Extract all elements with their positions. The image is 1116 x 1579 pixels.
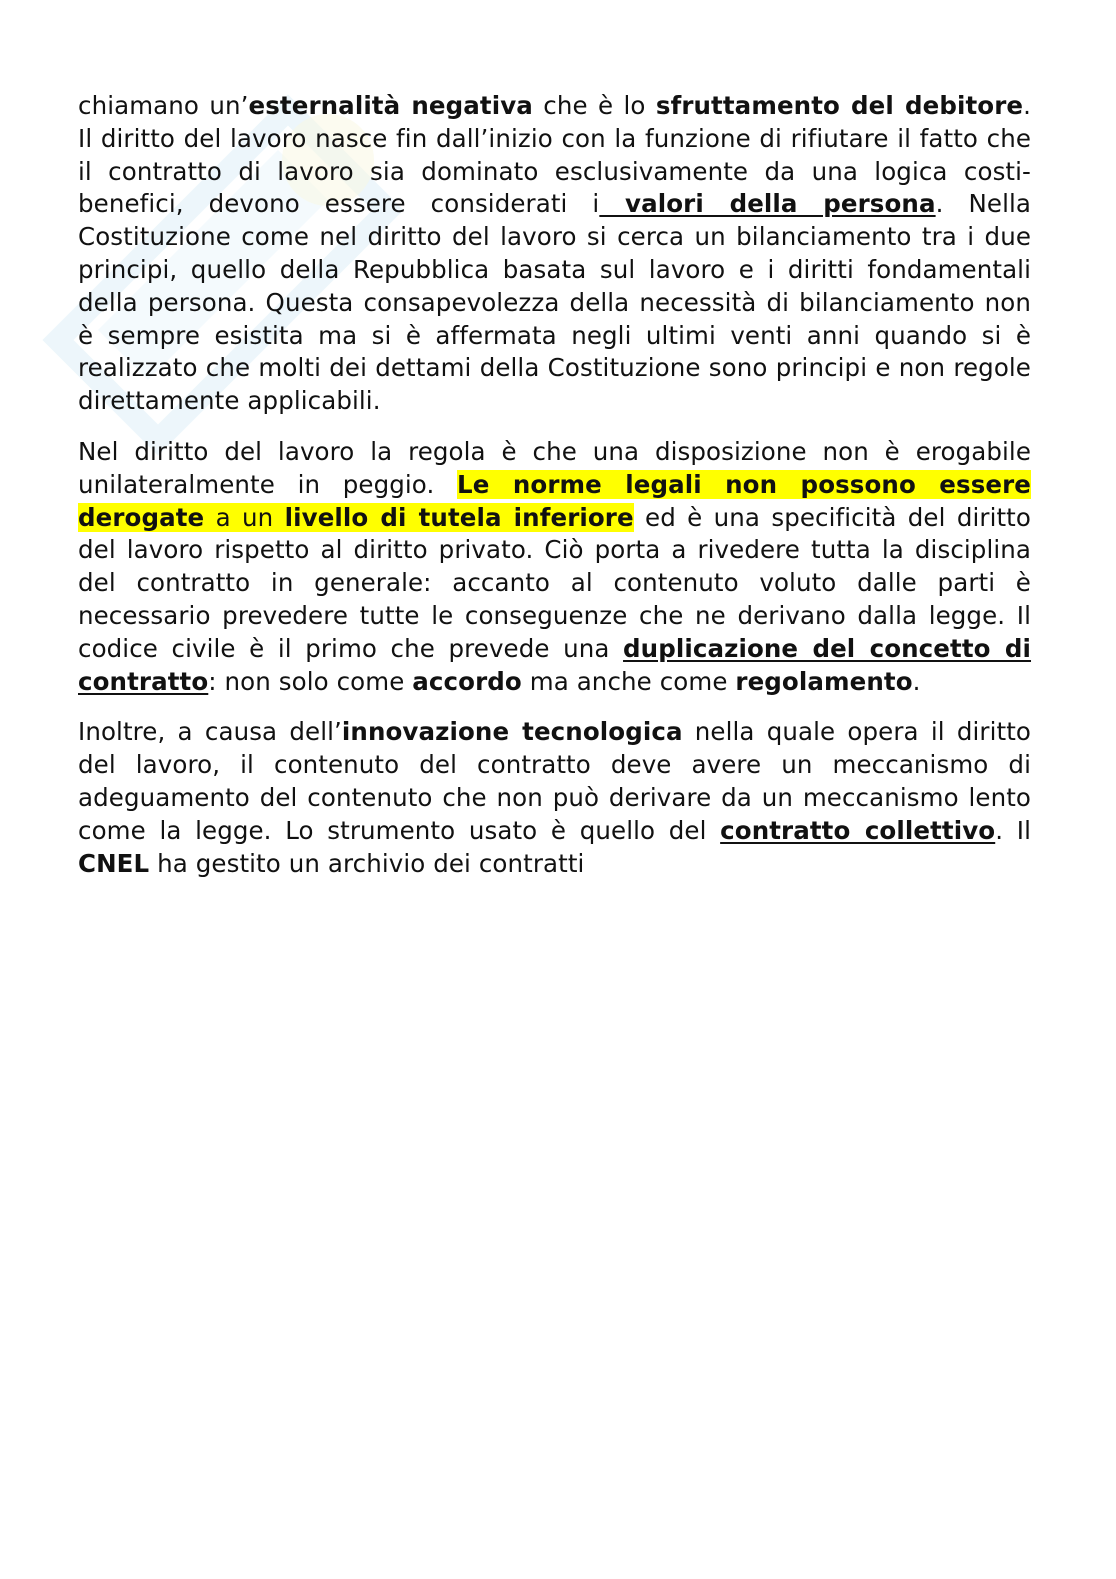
text-segment: duplicazione del concetto di contratto — [78, 633, 1032, 696]
text-segment: livello di tutela inferiore — [284, 502, 634, 532]
text-segment: a un — [204, 502, 285, 532]
text-segment: accordo — [412, 666, 522, 696]
text-segment: . Il — [995, 815, 1031, 845]
paragraph-1 — [78, 90, 1031, 418]
text-segment: contratto collettivo — [720, 815, 996, 845]
text-segment: sfruttamento del debitore — [655, 91, 1024, 120]
paragraph-3 — [78, 716, 1031, 880]
text-segment: nella quale opera il diritto del lavoro, il contenuto del contratto deve avere un meccanismo di adeguamento del contenuto che non può derivare da un meccanismo lento come la legge. Lo strumento usato è quello del — [78, 717, 1032, 845]
document-body — [78, 90, 1031, 898]
text-segment: innovazione tecnologica — [341, 717, 683, 747]
text-segment: ha gestito un archivio dei contratti — [149, 848, 585, 878]
text-segment: Le norme legali non possono essere derogate — [78, 469, 1031, 532]
text-segment: Inoltre, a causa dell’ — [78, 717, 342, 747]
text-segment: chiamano un’ — [78, 91, 249, 120]
text-segment: : non solo come — [208, 666, 413, 696]
text-segment: CNEL — [78, 848, 150, 878]
text-segment: ed è una specificità del diritto del lavoro rispetto al diritto privato. Ciò porta a rivedere tutta la disciplina del contratto in generale: accanto al contenuto voluto dalle parti è necessario prevedere tutte le conseguenze che ne derivano dalla legge. Il codice civile è il primo che prevede una — [78, 502, 1031, 663]
text-segment: che è lo — [532, 91, 656, 120]
text-segment: Nel diritto del lavoro la regola è che una disposizione non è erogabile unilateralmente in peggio. — [78, 436, 1031, 499]
paragraph-2 — [78, 436, 1031, 698]
text-segment: ma anche come — [521, 666, 736, 696]
text-segment: valori della persona — [599, 189, 936, 219]
text-segment: esternalità negativa — [248, 91, 533, 120]
text-segment: . — [912, 666, 921, 696]
text-segment: . Il diritto del lavoro nasce fin dall’inizio con la funzione di rifiutare il fatto che il contratto di lavoro sia dominato esclusivamente da una logica costi-benefici, devono essere considerati i — [78, 91, 1032, 219]
text-segment: regolamento — [735, 666, 913, 696]
text-segment: . Nella Costituzione come nel diritto del lavoro si cerca un bilanciamento tra i due principi, quello della Repubblica basata sul lavoro e i diritti fondamentali della persona. Questa consapevolezza della necessità di bilanciamento non è sempre esistita ma si è affermata negli ultimi venti anni quando si è realizzato che molti dei dettami della Costituzione sono principi e non regole direttamente applicabili. — [78, 189, 1031, 416]
